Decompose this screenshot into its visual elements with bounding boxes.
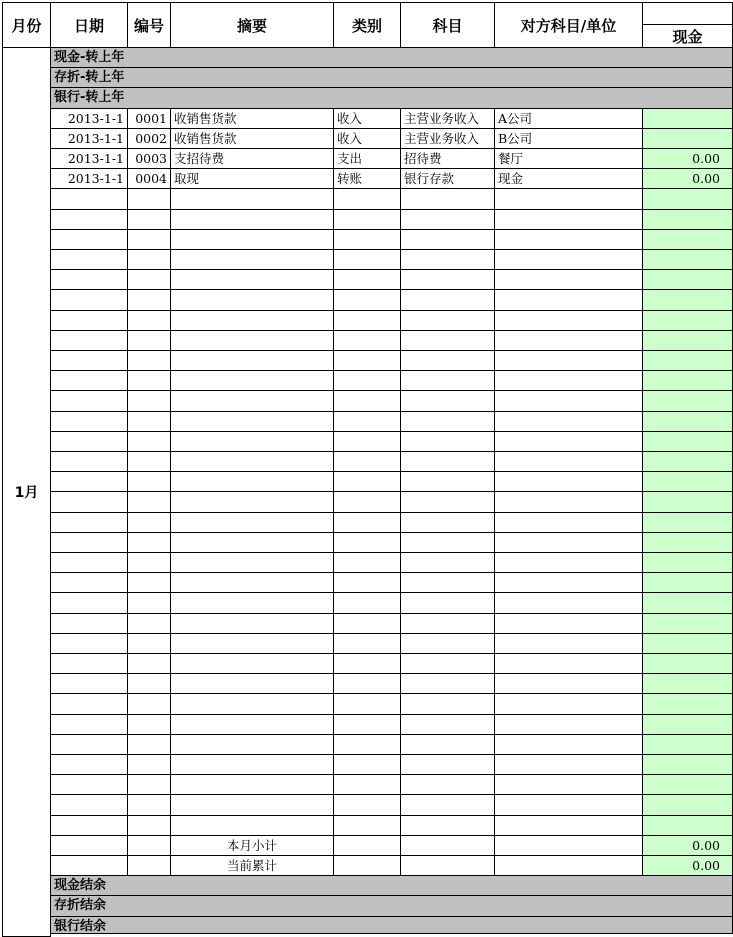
empty-cash-cell[interactable] <box>642 815 733 836</box>
empty-cell[interactable] <box>333 754 401 775</box>
empty-cell[interactable] <box>494 714 643 735</box>
empty-cell[interactable] <box>494 370 643 391</box>
header-account: 科目 <box>400 2 495 48</box>
total-acct-cell <box>400 835 495 856</box>
empty-cash-cell[interactable] <box>642 269 733 290</box>
empty-cell[interactable] <box>50 633 128 654</box>
total-acct-cell <box>400 855 495 876</box>
empty-cell[interactable] <box>494 289 643 311</box>
total-cat-cell <box>333 835 401 856</box>
entry-category[interactable]: 收入 <box>333 128 401 149</box>
entry-account[interactable]: 招待费 <box>400 148 495 169</box>
entry-no[interactable]: 0001 <box>127 108 171 129</box>
entry-counterparty[interactable]: 餐厅 <box>494 148 643 169</box>
empty-cell[interactable] <box>170 471 334 492</box>
empty-cash-cell[interactable] <box>642 734 733 755</box>
empty-cell[interactable] <box>400 572 495 593</box>
empty-cash-cell[interactable] <box>642 532 733 553</box>
empty-cell[interactable] <box>50 411 128 432</box>
entry-no[interactable]: 0003 <box>127 148 171 169</box>
empty-cash-cell[interactable] <box>642 370 733 391</box>
empty-cash-cell[interactable] <box>642 572 733 593</box>
empty-cell[interactable] <box>333 592 401 614</box>
empty-cash-cell[interactable] <box>642 794 733 816</box>
balance-row: 现金结余 <box>50 875 733 896</box>
empty-cell[interactable] <box>494 734 643 755</box>
empty-cell[interactable] <box>170 653 334 674</box>
total-cat-cell <box>333 855 401 876</box>
empty-cell[interactable] <box>494 431 643 452</box>
empty-cell[interactable] <box>400 471 495 492</box>
empty-cell[interactable] <box>333 532 401 553</box>
empty-cash-cell[interactable] <box>642 229 733 250</box>
entry-summary[interactable]: 收销售货款 <box>170 108 334 129</box>
empty-cell[interactable] <box>400 693 495 715</box>
empty-cell[interactable] <box>127 209 171 230</box>
empty-cell[interactable] <box>50 774 128 795</box>
empty-cell[interactable] <box>400 249 495 270</box>
empty-cell[interactable] <box>494 815 643 836</box>
empty-cell[interactable] <box>400 370 495 391</box>
empty-cell[interactable] <box>494 451 643 472</box>
empty-cash-cell[interactable] <box>642 774 733 795</box>
empty-cell[interactable] <box>127 552 171 573</box>
empty-cell[interactable] <box>127 431 171 452</box>
empty-cell[interactable] <box>170 451 334 472</box>
total-cp-cell <box>494 835 643 856</box>
empty-cell[interactable] <box>333 512 401 533</box>
empty-cell[interactable] <box>50 229 128 250</box>
empty-cell[interactable] <box>400 653 495 674</box>
empty-cell[interactable] <box>50 613 128 634</box>
empty-cash-cell[interactable] <box>642 754 733 775</box>
empty-cell[interactable] <box>400 188 495 210</box>
empty-cell[interactable] <box>50 249 128 270</box>
empty-cell[interactable] <box>127 269 171 290</box>
empty-cell[interactable] <box>127 653 171 674</box>
empty-cell[interactable] <box>400 532 495 553</box>
entry-date[interactable]: 2013-1-1 <box>50 168 128 189</box>
empty-cell[interactable] <box>400 209 495 230</box>
balance-row: 银行结余 <box>50 916 733 934</box>
empty-cell[interactable] <box>333 815 401 836</box>
empty-cell[interactable] <box>127 471 171 492</box>
total-label: 当前累计 <box>170 855 334 876</box>
empty-cash-cell[interactable] <box>642 289 733 311</box>
empty-cell[interactable] <box>333 390 401 412</box>
empty-cell[interactable] <box>127 188 171 210</box>
total-cash: 0.00 <box>642 835 733 856</box>
empty-cash-cell[interactable] <box>642 552 733 573</box>
empty-cell[interactable] <box>127 512 171 533</box>
empty-cell[interactable] <box>127 754 171 775</box>
empty-cell[interactable] <box>333 734 401 755</box>
entry-cash[interactable] <box>642 108 733 129</box>
empty-cash-cell[interactable] <box>642 653 733 674</box>
empty-cell[interactable] <box>170 633 334 654</box>
empty-cell[interactable] <box>170 794 334 816</box>
month-label: 1月 <box>2 47 51 937</box>
empty-cell[interactable] <box>494 491 643 513</box>
empty-cell[interactable] <box>494 532 643 553</box>
empty-cell[interactable] <box>127 693 171 715</box>
empty-cell[interactable] <box>494 229 643 250</box>
empty-cash-cell[interactable] <box>642 613 733 634</box>
empty-cell[interactable] <box>50 552 128 573</box>
empty-cell[interactable] <box>333 431 401 452</box>
empty-cell[interactable] <box>400 512 495 533</box>
empty-cell[interactable] <box>50 491 128 513</box>
total-label: 本月小计 <box>170 835 334 856</box>
total-no-cell <box>127 855 171 876</box>
empty-cell[interactable] <box>170 390 334 412</box>
empty-cash-cell[interactable] <box>642 390 733 412</box>
empty-cell[interactable] <box>50 431 128 452</box>
empty-cell[interactable] <box>333 552 401 573</box>
empty-cell[interactable] <box>50 815 128 836</box>
empty-cell[interactable] <box>333 310 401 331</box>
empty-cell[interactable] <box>333 613 401 634</box>
empty-cell[interactable] <box>170 754 334 775</box>
empty-cell[interactable] <box>127 289 171 311</box>
total-no-cell <box>127 835 171 856</box>
entry-date[interactable]: 2013-1-1 <box>50 148 128 169</box>
empty-cell[interactable] <box>333 693 401 715</box>
empty-cell[interactable] <box>333 714 401 735</box>
empty-cell[interactable] <box>400 774 495 795</box>
empty-cell[interactable] <box>333 249 401 270</box>
empty-cash-cell[interactable] <box>642 491 733 513</box>
empty-cell[interactable] <box>170 592 334 614</box>
empty-cell[interactable] <box>400 350 495 371</box>
empty-cell[interactable] <box>50 451 128 472</box>
entry-summary[interactable]: 收销售货款 <box>170 128 334 149</box>
empty-cell[interactable] <box>170 552 334 573</box>
empty-cell[interactable] <box>400 411 495 432</box>
balance-row: 存折结余 <box>50 895 733 917</box>
carry-forward-row: 现金-转上年 <box>50 47 733 68</box>
empty-cell[interactable] <box>170 209 334 230</box>
empty-cell[interactable] <box>333 451 401 472</box>
header-summary: 摘要 <box>170 2 334 48</box>
empty-cash-cell[interactable] <box>642 592 733 614</box>
empty-cell[interactable] <box>170 370 334 391</box>
empty-cash-cell[interactable] <box>642 188 733 210</box>
empty-cash-cell[interactable] <box>642 350 733 371</box>
header-category: 类别 <box>333 2 401 48</box>
empty-cell[interactable] <box>400 390 495 412</box>
empty-cash-cell[interactable] <box>642 209 733 230</box>
empty-cell[interactable] <box>400 269 495 290</box>
empty-cell[interactable] <box>400 431 495 452</box>
empty-cell[interactable] <box>170 269 334 290</box>
empty-cell[interactable] <box>170 613 334 634</box>
empty-cell[interactable] <box>494 633 643 654</box>
empty-cell[interactable] <box>127 390 171 412</box>
empty-cell[interactable] <box>400 330 495 351</box>
empty-cell[interactable] <box>50 532 128 553</box>
empty-cell[interactable] <box>50 592 128 614</box>
empty-cell[interactable] <box>50 794 128 816</box>
empty-cell[interactable] <box>127 532 171 553</box>
total-cash: 0.00 <box>642 855 733 876</box>
empty-cell[interactable] <box>170 249 334 270</box>
entry-summary[interactable]: 支招待费 <box>170 148 334 169</box>
entry-category[interactable]: 收入 <box>333 108 401 129</box>
total-date-cell <box>50 835 128 856</box>
empty-cell[interactable] <box>170 693 334 715</box>
empty-cash-cell[interactable] <box>642 633 733 654</box>
empty-cell[interactable] <box>170 229 334 250</box>
empty-cell[interactable] <box>127 613 171 634</box>
empty-cell[interactable] <box>494 269 643 290</box>
empty-cell[interactable] <box>494 249 643 270</box>
empty-cell[interactable] <box>170 491 334 513</box>
empty-cell[interactable] <box>333 633 401 654</box>
empty-cell[interactable] <box>50 714 128 735</box>
empty-cell[interactable] <box>127 310 171 331</box>
header-cash: 现金 <box>642 24 733 48</box>
empty-cell[interactable] <box>127 572 171 593</box>
entry-date[interactable]: 2013-1-1 <box>50 128 128 149</box>
empty-cell[interactable] <box>333 774 401 795</box>
entry-cash[interactable] <box>642 128 733 149</box>
empty-cell[interactable] <box>494 350 643 371</box>
empty-cell[interactable] <box>170 289 334 311</box>
empty-cell[interactable] <box>127 774 171 795</box>
empty-cell[interactable] <box>333 269 401 290</box>
empty-cell[interactable] <box>50 653 128 674</box>
empty-cell[interactable] <box>333 491 401 513</box>
empty-cell[interactable] <box>333 653 401 674</box>
entry-summary[interactable]: 取现 <box>170 168 334 189</box>
empty-cash-cell[interactable] <box>642 471 733 492</box>
empty-cell[interactable] <box>333 229 401 250</box>
empty-cell[interactable] <box>170 673 334 694</box>
empty-cell[interactable] <box>400 633 495 654</box>
empty-cell[interactable] <box>494 390 643 412</box>
empty-cell[interactable] <box>127 491 171 513</box>
empty-cell[interactable] <box>494 572 643 593</box>
empty-cell[interactable] <box>127 451 171 472</box>
empty-cell[interactable] <box>170 714 334 735</box>
empty-cell[interactable] <box>170 774 334 795</box>
empty-cell[interactable] <box>170 815 334 836</box>
empty-cash-cell[interactable] <box>642 431 733 452</box>
empty-cell[interactable] <box>50 188 128 210</box>
empty-cell[interactable] <box>50 209 128 230</box>
total-date-cell <box>50 855 128 876</box>
empty-cell[interactable] <box>333 188 401 210</box>
empty-cell[interactable] <box>127 714 171 735</box>
entry-account[interactable]: 主营业务收入 <box>400 128 495 149</box>
empty-cell[interactable] <box>333 289 401 311</box>
empty-cell[interactable] <box>127 229 171 250</box>
entry-counterparty[interactable]: B公司 <box>494 128 643 149</box>
empty-cell[interactable] <box>50 734 128 755</box>
empty-cell[interactable] <box>494 673 643 694</box>
entry-counterparty[interactable]: A公司 <box>494 108 643 129</box>
empty-cash-cell[interactable] <box>642 411 733 432</box>
entry-cash[interactable]: 0.00 <box>642 168 733 189</box>
empty-cell[interactable] <box>127 249 171 270</box>
empty-cell[interactable] <box>494 209 643 230</box>
empty-cell[interactable] <box>400 289 495 311</box>
empty-cell[interactable] <box>170 734 334 755</box>
empty-cell[interactable] <box>400 734 495 755</box>
empty-cell[interactable] <box>170 330 334 351</box>
empty-cash-cell[interactable] <box>642 673 733 694</box>
empty-cell[interactable] <box>333 411 401 432</box>
entry-no[interactable]: 0004 <box>127 168 171 189</box>
empty-cash-cell[interactable] <box>642 330 733 351</box>
empty-cell[interactable] <box>50 693 128 715</box>
empty-cell[interactable] <box>50 370 128 391</box>
empty-cell[interactable] <box>400 592 495 614</box>
empty-cell[interactable] <box>50 673 128 694</box>
empty-cell[interactable] <box>400 673 495 694</box>
empty-cell[interactable] <box>494 613 643 634</box>
empty-cell[interactable] <box>127 411 171 432</box>
empty-cell[interactable] <box>127 330 171 351</box>
empty-cell[interactable] <box>333 794 401 816</box>
empty-cell[interactable] <box>494 512 643 533</box>
empty-cell[interactable] <box>400 613 495 634</box>
entry-no[interactable]: 0002 <box>127 128 171 149</box>
carry-forward-row: 存折-转上年 <box>50 67 733 88</box>
empty-cell[interactable] <box>400 491 495 513</box>
empty-cell[interactable] <box>50 754 128 775</box>
empty-cell[interactable] <box>333 370 401 391</box>
entry-category[interactable]: 支出 <box>333 148 401 169</box>
empty-cell[interactable] <box>494 794 643 816</box>
empty-cell[interactable] <box>50 471 128 492</box>
empty-cell[interactable] <box>170 188 334 210</box>
empty-cell[interactable] <box>400 451 495 472</box>
empty-cell[interactable] <box>50 289 128 311</box>
empty-cell[interactable] <box>127 794 171 816</box>
entry-category[interactable]: 转账 <box>333 168 401 189</box>
empty-cell[interactable] <box>50 512 128 533</box>
empty-cell[interactable] <box>170 572 334 593</box>
empty-cell[interactable] <box>127 673 171 694</box>
empty-cell[interactable] <box>170 411 334 432</box>
empty-cell[interactable] <box>400 229 495 250</box>
empty-cell[interactable] <box>333 673 401 694</box>
empty-cell[interactable] <box>400 552 495 573</box>
empty-cell[interactable] <box>494 330 643 351</box>
empty-cell[interactable] <box>170 431 334 452</box>
carry-forward-row: 银行-转上年 <box>50 87 733 109</box>
empty-cell[interactable] <box>494 411 643 432</box>
empty-cell[interactable] <box>494 693 643 715</box>
empty-cash-cell[interactable] <box>642 310 733 331</box>
empty-cell[interactable] <box>50 350 128 371</box>
empty-cell[interactable] <box>127 350 171 371</box>
empty-cell[interactable] <box>333 209 401 230</box>
empty-cell[interactable] <box>170 310 334 331</box>
entry-cash[interactable]: 0.00 <box>642 148 733 169</box>
empty-cell[interactable] <box>494 754 643 775</box>
empty-cell[interactable] <box>400 310 495 331</box>
empty-cell[interactable] <box>170 532 334 553</box>
empty-cell[interactable] <box>127 592 171 614</box>
empty-cell[interactable] <box>400 754 495 775</box>
empty-cell[interactable] <box>494 188 643 210</box>
empty-cell[interactable] <box>494 310 643 331</box>
header-counterparty: 对方科目/单位 <box>494 2 643 48</box>
empty-cell[interactable] <box>494 552 643 573</box>
empty-cell[interactable] <box>494 653 643 674</box>
entry-account[interactable]: 银行存款 <box>400 168 495 189</box>
empty-cell[interactable] <box>170 512 334 533</box>
total-cp-cell <box>494 855 643 876</box>
header-month: 月份 <box>2 2 51 48</box>
empty-cell[interactable] <box>400 794 495 816</box>
empty-cell[interactable] <box>494 592 643 614</box>
entry-counterparty[interactable]: 现金 <box>494 168 643 189</box>
empty-cell[interactable] <box>333 350 401 371</box>
header-number: 编号 <box>127 2 171 48</box>
empty-cell[interactable] <box>400 714 495 735</box>
empty-cash-cell[interactable] <box>642 249 733 270</box>
empty-cell[interactable] <box>127 370 171 391</box>
empty-cell[interactable] <box>333 330 401 351</box>
empty-cash-cell[interactable] <box>642 512 733 533</box>
empty-cash-cell[interactable] <box>642 693 733 715</box>
empty-cell[interactable] <box>127 633 171 654</box>
empty-cell[interactable] <box>50 330 128 351</box>
empty-cell[interactable] <box>50 269 128 290</box>
empty-cell[interactable] <box>50 572 128 593</box>
header-date: 日期 <box>50 2 128 48</box>
empty-cell[interactable] <box>333 572 401 593</box>
header-cash-top <box>642 2 733 25</box>
empty-cell[interactable] <box>494 774 643 795</box>
empty-cell[interactable] <box>333 471 401 492</box>
empty-cell[interactable] <box>400 815 495 836</box>
empty-cell[interactable] <box>170 350 334 371</box>
empty-cash-cell[interactable] <box>642 451 733 472</box>
empty-cell[interactable] <box>494 471 643 492</box>
empty-cell[interactable] <box>127 815 171 836</box>
entry-date[interactable]: 2013-1-1 <box>50 108 128 129</box>
empty-cell[interactable] <box>50 310 128 331</box>
empty-cell[interactable] <box>50 390 128 412</box>
entry-account[interactable]: 主营业务收入 <box>400 108 495 129</box>
empty-cell[interactable] <box>127 734 171 755</box>
empty-cash-cell[interactable] <box>642 714 733 735</box>
